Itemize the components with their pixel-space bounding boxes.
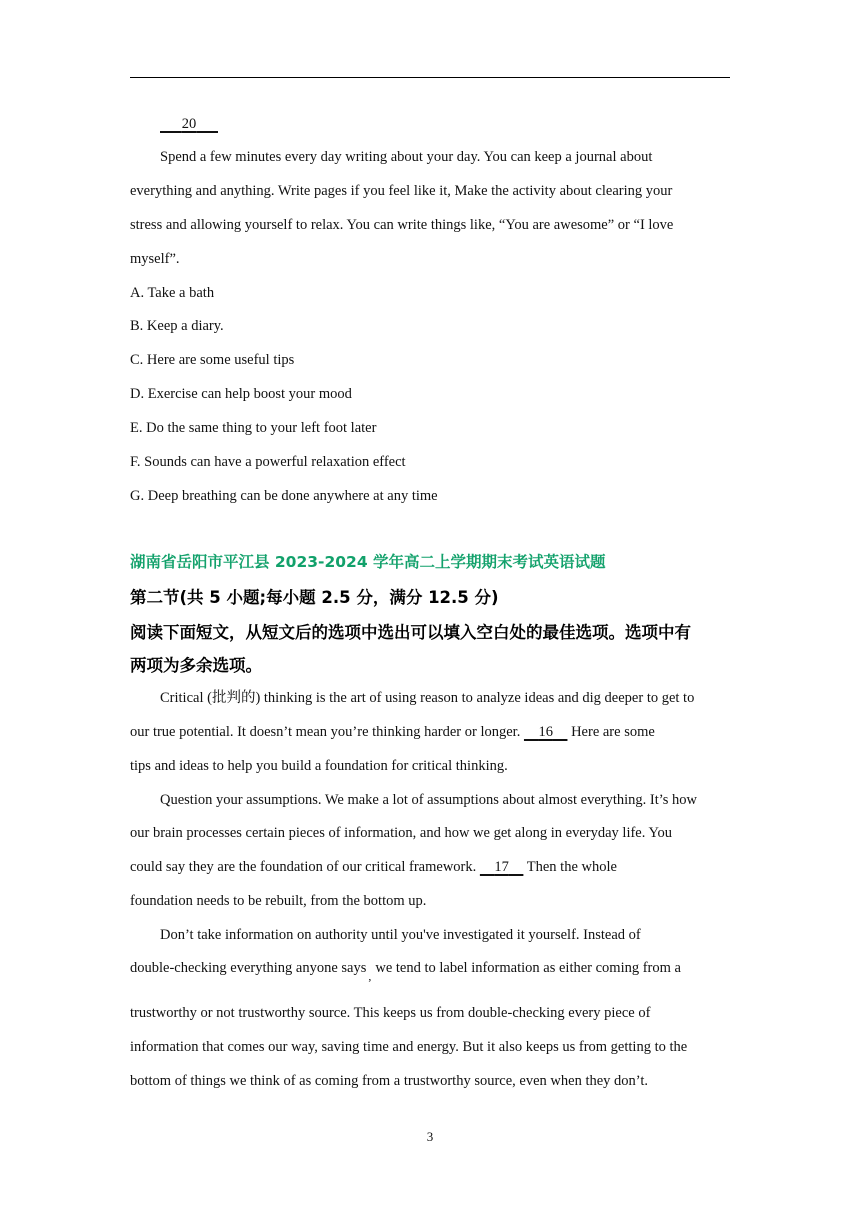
paragraph-line: our brain processes certain pieces of information, and how we get along in everyday life. You	[130, 825, 672, 841]
paragraph-line: Don’t take information on authority until you've investigated it yourself. Instead of	[160, 927, 641, 943]
paragraph-line: information that comes our way, saving time and energy. But it also keeps us from getting to the	[130, 1039, 688, 1055]
comma-mark: ,	[368, 969, 372, 983]
option-b: B. Keep a diary.	[130, 318, 224, 334]
paragraph-text: our true potential. It doesn’t mean you’re thinking harder or longer.	[130, 724, 521, 740]
source-title: 湖南省岳阳市平江县 2023-2024 学年高二上学期期末考试英语试题	[130, 553, 606, 571]
section-heading: 第二节(共 5 小题;每小题 2.5 分，满分 12.5 分)	[130, 588, 499, 607]
option-d: D. Exercise can help boost your mood	[130, 386, 352, 402]
paragraph-line: stress and allowing yourself to relax. You can write things like, “You are awesome” or “I love	[130, 217, 674, 233]
paragraph-line: bottom of things we think of as coming from a trustworthy source, even when they don’t.	[130, 1073, 649, 1089]
option-a: A. Take a bath	[130, 285, 215, 301]
header-rule	[130, 77, 730, 78]
answer-blank-20: 20	[181, 116, 197, 132]
option-g: G. Deep breathing can be done anywhere at any time	[130, 488, 438, 504]
answer-blank-17: 17	[494, 859, 509, 875]
paragraph-line: Critical (批判的) thinking is the art of using reason to analyze ideas and dig deeper to get to	[160, 690, 695, 706]
paragraph-line: myself”.	[130, 251, 180, 267]
paragraph-line: Question your assumptions. We make a lot of assumptions about almost everything. It’s how	[160, 792, 698, 808]
paragraph-line: Spend a few minutes every day writing about your day. You can keep a journal about	[160, 149, 653, 165]
paragraph-line: tips and ideas to help you build a foundation for critical thinking.	[130, 758, 508, 774]
paragraph-text: Here are some	[571, 724, 655, 740]
paragraph-text: Then the whole	[526, 859, 617, 875]
option-c: C. Here are some useful tips	[130, 352, 295, 368]
paragraph-line	[130, 722, 655, 742]
paragraph-line	[130, 857, 617, 877]
paragraph-text: we tend to label information as either coming from a	[375, 960, 681, 976]
paragraph-line: everything and anything. Write pages if you feel like it, Make the activity about clearing your	[130, 183, 673, 199]
paragraph-line: trustworthy or not trustworthy source. This keeps us from double-checking every piece of	[130, 1005, 651, 1021]
answer-blank-line-20	[160, 114, 218, 134]
paragraph-line: foundation needs to be rebuilt, from the bottom up.	[130, 893, 427, 909]
instruction-line: 两项为多余选项。	[130, 656, 262, 675]
instruction-line: 阅读下面短文，从短文后的选项中选出可以填入空白处的最佳选项。选项中有	[130, 623, 691, 642]
paragraph-text: double-checking everything anyone says	[130, 960, 367, 976]
paragraph-text: could say they are the foundation of our critical framework.	[130, 859, 477, 875]
page-number: 3	[426, 1129, 434, 1144]
option-f: F. Sounds can have a powerful relaxation effect	[130, 454, 406, 470]
answer-blank-16: 16	[538, 724, 553, 740]
option-e: E. Do the same thing to your left foot later	[130, 420, 377, 436]
paragraph-line	[130, 958, 681, 983]
